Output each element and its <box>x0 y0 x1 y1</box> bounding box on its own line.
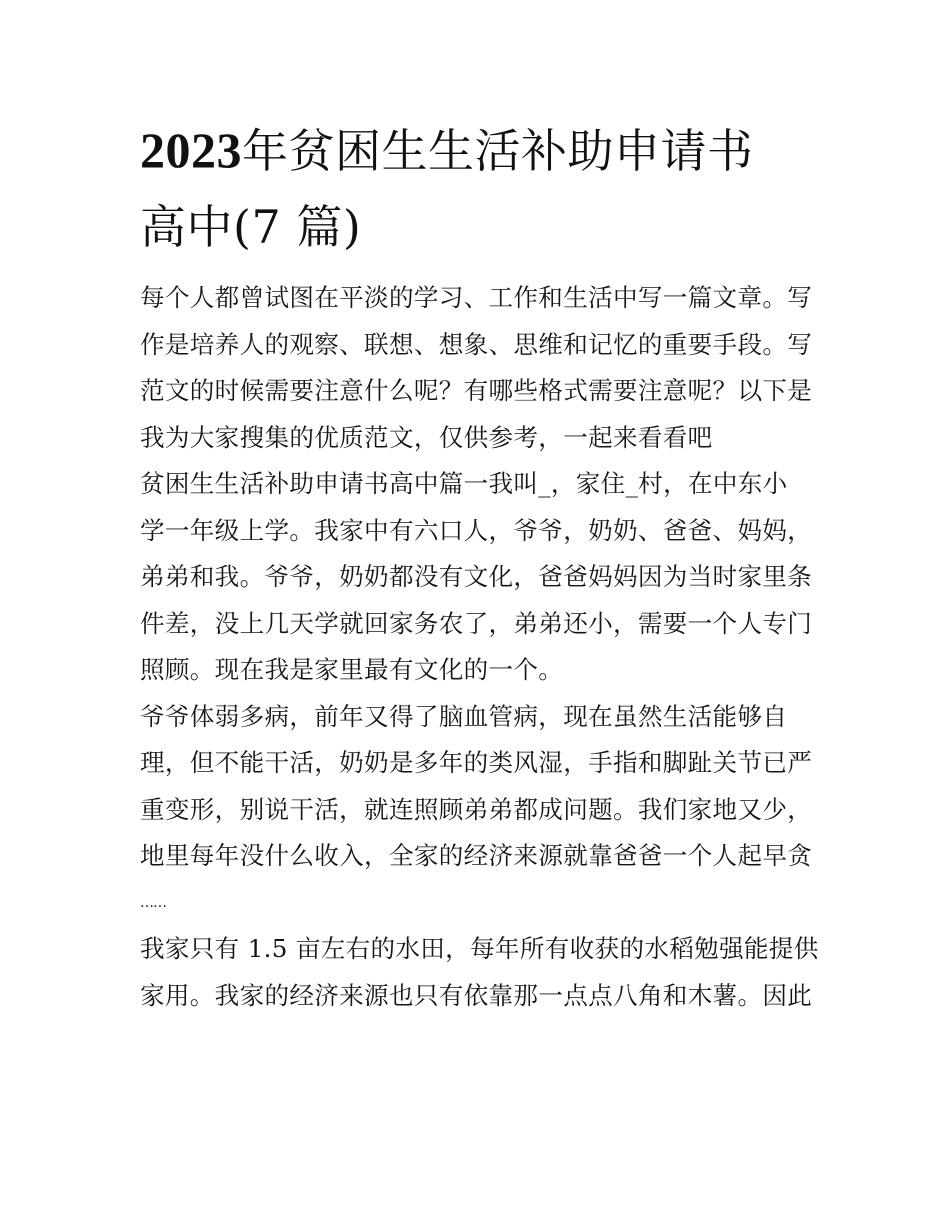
essay-paragraph-2 <box>140 694 815 927</box>
paragraph-line: 照顾。现在我是家里最有文化的一个。 <box>140 655 564 684</box>
title-text-1: 年贫困生生活补助申请书 <box>242 124 754 178</box>
document-title <box>140 112 815 265</box>
document-body <box>140 112 819 1019</box>
paragraph-line: 家用。我家的经济来源也只有依靠那一点点八角和木薯。因此 <box>140 980 813 1010</box>
paragraph-line: 件差，没上几天学就回家务农了，弟弟还小，需要一个人专门 <box>140 608 813 638</box>
paragraph-line: 学一年级上学。我家中有六口人，爷爷，奶奶、爸爸、妈妈， <box>140 515 813 545</box>
title-year: 2023 <box>140 122 242 178</box>
essay-paragraph-1 <box>140 461 815 694</box>
paragraph-line: 爷爷体弱多病，前年又得了脑血管病，现在虽然生活能够自 <box>140 701 788 731</box>
paragraph-line: 我为大家搜集的优质范文，仅供参考，一起来看看吧 <box>140 422 713 452</box>
paragraph-line: 理，但不能干活，奶奶是多年的类风湿，手指和脚趾关节已严 <box>140 748 813 777</box>
paragraph-line: 贫困生生活补助申请书高中篇一我叫_，家住_村，在中东小 <box>140 469 788 498</box>
paragraph-line: 我家只有 1.5 亩左右的水田，每年所有收获的水稻勉强能提供 <box>140 934 819 963</box>
intro-paragraph <box>140 275 815 461</box>
title-line-2 <box>140 189 815 265</box>
paragraph-line: 弟弟和我。爷爷，奶奶都没有文化，爸爸妈妈因为当时家里条 <box>140 562 813 591</box>
title-text-2: 高中(7 篇) <box>140 200 362 254</box>
paragraph-line: 作是培养人的观察、联想、想象、思维和记忆的重要手段。写 <box>140 329 813 359</box>
essay-paragraph-3 <box>140 926 819 1019</box>
ellipsis-mark: …… <box>140 894 166 911</box>
paragraph-line: 每个人都曾试图在平淡的学习、工作和生活中写一篇文章。写 <box>140 283 813 312</box>
paragraph-line: 范文的时候需要注意什么呢？有哪些格式需要注意呢？以下是 <box>140 376 813 405</box>
title-line-1 <box>140 112 815 189</box>
paragraph-line: 重变形，别说干活，就连照顾弟弟都成问题。我们家地又少， <box>140 794 813 824</box>
paragraph-line: 地里每年没什么收入，全家的经济来源就靠爸爸一个人起早贪 <box>140 841 813 870</box>
